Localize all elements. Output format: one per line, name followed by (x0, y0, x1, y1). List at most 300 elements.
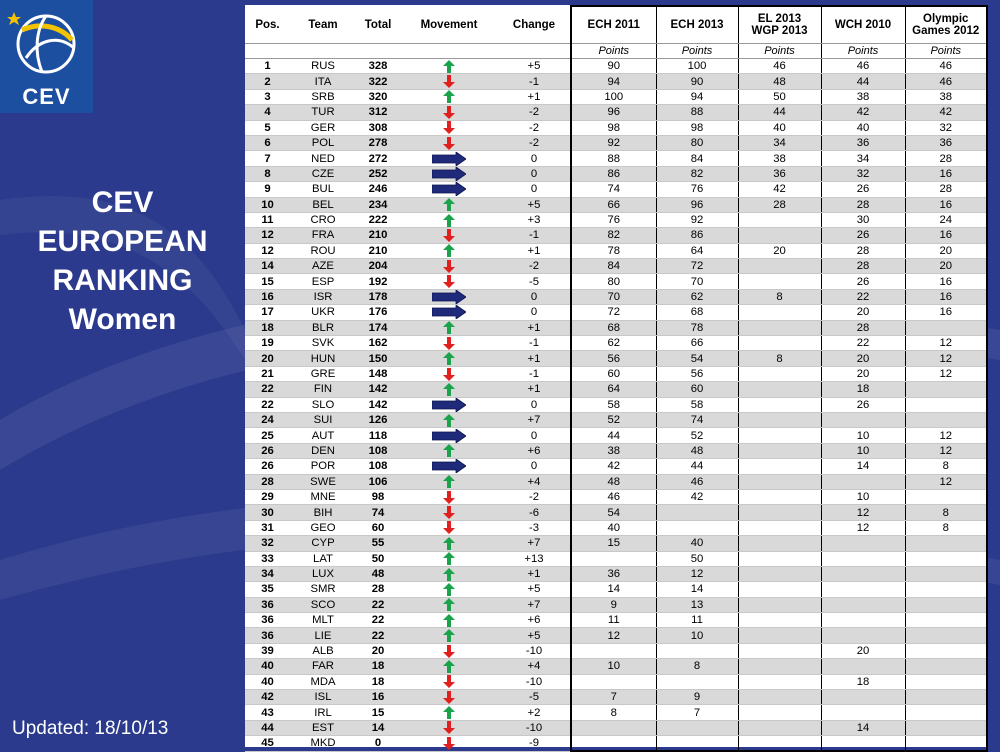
cell-wch-2010: 32 (821, 166, 905, 181)
cell-olympic-2012: 12 (905, 336, 987, 351)
cell-ech-2013: 90 (656, 74, 738, 89)
cell-olympic-2012 (905, 674, 987, 689)
cell-ech-2011: 100 (571, 89, 656, 104)
cell-team: HUN (290, 351, 356, 366)
cell-team: SWE (290, 474, 356, 489)
cell-total: 16 (356, 690, 400, 705)
cell-ech-2011: 68 (571, 320, 656, 335)
cell-el-wgp-2013: 28 (738, 197, 821, 212)
cell-team: POL (290, 135, 356, 150)
arrow-down-icon (400, 674, 498, 689)
cell-ech-2013 (656, 736, 738, 751)
cell-pos: 9 (245, 182, 290, 197)
ranking-table (245, 5, 988, 752)
cell-team: LIE (290, 628, 356, 643)
cell-pos: 36 (245, 597, 290, 612)
cell-ech-2013: 100 (656, 59, 738, 74)
arrow-down-icon (400, 720, 498, 735)
cell-olympic-2012: 12 (905, 443, 987, 458)
cell-wch-2010: 26 (821, 397, 905, 412)
arrow-right-icon (400, 305, 498, 320)
cell-wch-2010: 28 (821, 259, 905, 274)
cell-total: 142 (356, 397, 400, 412)
header-change: Change (498, 6, 571, 44)
cell-change: -2 (498, 135, 571, 150)
cell-pos: 14 (245, 259, 290, 274)
cell-olympic-2012: 16 (905, 228, 987, 243)
cell-pos: 11 (245, 212, 290, 227)
cell-olympic-2012 (905, 720, 987, 735)
cell-pos: 35 (245, 582, 290, 597)
arrow-right-icon (400, 459, 498, 474)
cell-olympic-2012: 16 (905, 289, 987, 304)
cell-total: 204 (356, 259, 400, 274)
cell-change: +7 (498, 597, 571, 612)
cell-pos: 22 (245, 397, 290, 412)
cell-team: MLT (290, 613, 356, 628)
table-row (245, 582, 987, 597)
cell-wch-2010: 46 (821, 59, 905, 74)
cell-pos: 16 (245, 289, 290, 304)
cell-pos: 26 (245, 459, 290, 474)
cell-change: -9 (498, 736, 571, 751)
arrow-down-icon (400, 643, 498, 658)
title-line-4: Women (68, 303, 177, 336)
ranking-table-body (245, 59, 987, 752)
cell-olympic-2012 (905, 705, 987, 720)
cell-pos: 1 (245, 59, 290, 74)
cell-ech-2013: 14 (656, 582, 738, 597)
cell-wch-2010: 22 (821, 336, 905, 351)
cell-ech-2011: 10 (571, 659, 656, 674)
cell-wch-2010: 28 (821, 320, 905, 335)
cell-team: AZE (290, 259, 356, 274)
cell-change: -2 (498, 120, 571, 135)
cell-el-wgp-2013 (738, 582, 821, 597)
cell-team: BIH (290, 505, 356, 520)
header-movement: Movement (400, 6, 498, 44)
header-ech-2013: ECH 2013 (656, 6, 738, 44)
cell-pos: 19 (245, 336, 290, 351)
cell-total: 14 (356, 720, 400, 735)
cell-pos: 44 (245, 720, 290, 735)
arrow-down-icon (400, 520, 498, 535)
cell-ech-2011: 86 (571, 166, 656, 181)
cell-pos: 34 (245, 566, 290, 581)
cell-el-wgp-2013 (738, 459, 821, 474)
cell-ech-2011: 78 (571, 243, 656, 258)
cell-olympic-2012 (905, 643, 987, 658)
cell-ech-2011 (571, 643, 656, 658)
table-row (245, 659, 987, 674)
table-row (245, 366, 987, 381)
cell-change: +4 (498, 474, 571, 489)
cell-ech-2011: 15 (571, 536, 656, 551)
cell-change: -1 (498, 366, 571, 381)
cell-team: ESP (290, 274, 356, 289)
cell-olympic-2012: 8 (905, 459, 987, 474)
cell-el-wgp-2013: 20 (738, 243, 821, 258)
cell-wch-2010: 26 (821, 274, 905, 289)
cell-pos: 43 (245, 705, 290, 720)
table-row (245, 520, 987, 535)
cell-ech-2013 (656, 674, 738, 689)
table-row (245, 197, 987, 212)
cell-total: 176 (356, 305, 400, 320)
cell-ech-2011 (571, 674, 656, 689)
page-title (0, 183, 245, 339)
cell-el-wgp-2013 (738, 520, 821, 535)
cell-total: 20 (356, 643, 400, 658)
cell-wch-2010: 10 (821, 428, 905, 443)
cell-ech-2013: 52 (656, 428, 738, 443)
cell-change: 0 (498, 151, 571, 166)
arrow-up-icon (400, 474, 498, 489)
cell-change: +7 (498, 536, 571, 551)
cell-el-wgp-2013 (738, 736, 821, 751)
cell-team: ITA (290, 74, 356, 89)
cell-ech-2011: 64 (571, 382, 656, 397)
cell-wch-2010 (821, 536, 905, 551)
cell-change: +3 (498, 212, 571, 227)
table-row (245, 135, 987, 150)
cell-wch-2010: 22 (821, 289, 905, 304)
cell-ech-2013: 9 (656, 690, 738, 705)
cell-pos: 22 (245, 382, 290, 397)
title-line-1: CEV (91, 186, 154, 219)
cell-olympic-2012: 16 (905, 305, 987, 320)
cell-ech-2011: 60 (571, 366, 656, 381)
cell-total: 22 (356, 613, 400, 628)
cell-el-wgp-2013 (738, 412, 821, 427)
cell-change: +4 (498, 659, 571, 674)
cell-change: +1 (498, 382, 571, 397)
cell-el-wgp-2013: 38 (738, 151, 821, 166)
cell-wch-2010 (821, 474, 905, 489)
cell-olympic-2012: 46 (905, 74, 987, 89)
cell-pos: 25 (245, 428, 290, 443)
cell-pos: 31 (245, 520, 290, 535)
arrow-down-icon (400, 135, 498, 150)
cell-wch-2010 (821, 613, 905, 628)
cell-team: LAT (290, 551, 356, 566)
cell-ech-2013: 98 (656, 120, 738, 135)
cell-el-wgp-2013 (738, 551, 821, 566)
table-row (245, 628, 987, 643)
cell-ech-2011: 48 (571, 474, 656, 489)
arrow-down-icon (400, 690, 498, 705)
cell-ech-2011: 11 (571, 613, 656, 628)
header-el-2013: EL 2013 (757, 13, 802, 25)
title-line-2: EUROPEAN (37, 225, 208, 258)
table-row (245, 720, 987, 735)
cell-ech-2011 (571, 736, 656, 751)
cell-el-wgp-2013 (738, 228, 821, 243)
cell-olympic-2012 (905, 690, 987, 705)
table-row (245, 89, 987, 104)
table-row (245, 243, 987, 258)
cell-ech-2011: 76 (571, 212, 656, 227)
table-row (245, 412, 987, 427)
cell-change: +6 (498, 613, 571, 628)
cell-el-wgp-2013 (738, 489, 821, 504)
cell-pos: 8 (245, 166, 290, 181)
cell-team: AUT (290, 428, 356, 443)
table-row (245, 474, 987, 489)
cell-ech-2013: 48 (656, 443, 738, 458)
cell-el-wgp-2013 (738, 305, 821, 320)
cell-change: -10 (498, 643, 571, 658)
cell-pos: 5 (245, 120, 290, 135)
cell-olympic-2012: 12 (905, 351, 987, 366)
table-row (245, 551, 987, 566)
table-row (245, 74, 987, 89)
table-row (245, 597, 987, 612)
cell-total: 210 (356, 228, 400, 243)
cell-olympic-2012 (905, 412, 987, 427)
cell-change: +13 (498, 551, 571, 566)
cell-total: 22 (356, 628, 400, 643)
cell-el-wgp-2013: 36 (738, 166, 821, 181)
cell-change: -2 (498, 259, 571, 274)
cell-team: CRO (290, 212, 356, 227)
cell-ech-2013: 13 (656, 597, 738, 612)
cell-olympic-2012 (905, 597, 987, 612)
cell-change: 0 (498, 166, 571, 181)
cell-team: BUL (290, 182, 356, 197)
cell-team: DEN (290, 443, 356, 458)
cell-change: +5 (498, 628, 571, 643)
cell-ech-2011: 56 (571, 351, 656, 366)
cell-change: -10 (498, 720, 571, 735)
cell-olympic-2012 (905, 397, 987, 412)
cell-team: CYP (290, 536, 356, 551)
cell-change: 0 (498, 459, 571, 474)
cell-ech-2013: 46 (656, 474, 738, 489)
cell-pos: 17 (245, 305, 290, 320)
arrow-down-icon (400, 105, 498, 120)
cell-olympic-2012 (905, 613, 987, 628)
cell-ech-2011: 54 (571, 505, 656, 520)
title-line-3: RANKING (52, 264, 193, 297)
cell-change: 0 (498, 397, 571, 412)
cell-total: 222 (356, 212, 400, 227)
cell-team: FRA (290, 228, 356, 243)
cell-ech-2013: 92 (656, 212, 738, 227)
table-row (245, 505, 987, 520)
cell-total: 210 (356, 243, 400, 258)
table-row (245, 274, 987, 289)
cell-total: 320 (356, 89, 400, 104)
cell-ech-2013: 70 (656, 274, 738, 289)
arrow-right-icon (400, 397, 498, 412)
cell-ech-2013: 96 (656, 197, 738, 212)
cell-el-wgp-2013 (738, 628, 821, 643)
ranking-table-container (245, 5, 987, 750)
cell-ech-2011: 42 (571, 459, 656, 474)
cell-ech-2011 (571, 551, 656, 566)
logo-text: CEV (22, 84, 71, 109)
cell-wch-2010: 20 (821, 643, 905, 658)
cell-ech-2013: 62 (656, 289, 738, 304)
cell-olympic-2012: 20 (905, 243, 987, 258)
cell-olympic-2012 (905, 628, 987, 643)
volleyball-logo-icon (0, 0, 93, 84)
cell-change: +1 (498, 351, 571, 366)
table-row (245, 228, 987, 243)
header-wch-2010: WCH 2010 (821, 6, 905, 44)
cell-el-wgp-2013 (738, 613, 821, 628)
cell-el-wgp-2013 (738, 443, 821, 458)
header-row (245, 6, 987, 44)
cell-ech-2013: 82 (656, 166, 738, 181)
table-row (245, 690, 987, 705)
cell-ech-2013: 64 (656, 243, 738, 258)
cell-wch-2010: 34 (821, 151, 905, 166)
cell-wch-2010 (821, 659, 905, 674)
cell-olympic-2012: 38 (905, 89, 987, 104)
arrow-down-icon (400, 274, 498, 289)
cell-change: +5 (498, 197, 571, 212)
arrow-up-icon (400, 382, 498, 397)
cell-ech-2011 (571, 720, 656, 735)
header-olympic-2012 (905, 6, 987, 44)
cell-ech-2013: 42 (656, 489, 738, 504)
cell-wch-2010: 26 (821, 182, 905, 197)
cell-ech-2011: 58 (571, 397, 656, 412)
cev-logo (0, 0, 93, 113)
arrow-up-icon (400, 597, 498, 612)
cell-el-wgp-2013 (738, 382, 821, 397)
cell-el-wgp-2013 (738, 597, 821, 612)
arrow-up-icon (400, 613, 498, 628)
cell-wch-2010: 28 (821, 197, 905, 212)
cell-olympic-2012: 12 (905, 474, 987, 489)
cell-el-wgp-2013 (738, 659, 821, 674)
cell-total: 74 (356, 505, 400, 520)
cell-change: +1 (498, 320, 571, 335)
arrow-right-icon (400, 428, 498, 443)
cell-team: ROU (290, 243, 356, 258)
cell-change: +5 (498, 582, 571, 597)
table-row (245, 305, 987, 320)
cell-el-wgp-2013 (738, 536, 821, 551)
arrow-up-icon (400, 351, 498, 366)
arrow-up-icon (400, 659, 498, 674)
cell-wch-2010 (821, 597, 905, 612)
arrow-up-icon (400, 212, 498, 227)
table-row (245, 489, 987, 504)
header-ech-2011: ECH 2011 (571, 6, 656, 44)
cell-total: 178 (356, 289, 400, 304)
cell-ech-2011: 94 (571, 74, 656, 89)
cell-olympic-2012: 12 (905, 366, 987, 381)
header-pos: Pos. (245, 6, 290, 44)
arrow-right-icon (400, 151, 498, 166)
cell-pos: 36 (245, 628, 290, 643)
arrow-up-icon (400, 566, 498, 581)
arrow-right-icon (400, 166, 498, 181)
cell-pos: 3 (245, 89, 290, 104)
subheader-points: Points (571, 44, 656, 59)
arrow-up-icon (400, 412, 498, 427)
cell-wch-2010: 26 (821, 228, 905, 243)
cell-ech-2011: 52 (571, 412, 656, 427)
cell-ech-2011: 92 (571, 135, 656, 150)
arrow-up-icon (400, 243, 498, 258)
cell-change: -1 (498, 74, 571, 89)
table-row (245, 105, 987, 120)
cell-total: 252 (356, 166, 400, 181)
cell-wch-2010: 28 (821, 243, 905, 258)
arrow-up-icon (400, 197, 498, 212)
cell-ech-2013 (656, 720, 738, 735)
cell-team: LUX (290, 566, 356, 581)
table-row (245, 459, 987, 474)
cell-ech-2013: 84 (656, 151, 738, 166)
updated-date: Updated: 18/10/13 (12, 718, 169, 739)
cell-olympic-2012: 46 (905, 59, 987, 74)
cell-ech-2011: 8 (571, 705, 656, 720)
cell-pos: 45 (245, 736, 290, 751)
cell-team: UKR (290, 305, 356, 320)
cell-pos: 18 (245, 320, 290, 335)
cell-pos: 4 (245, 105, 290, 120)
arrow-down-icon (400, 120, 498, 135)
cell-wch-2010 (821, 690, 905, 705)
table-row (245, 259, 987, 274)
table-row (245, 382, 987, 397)
table-row (245, 120, 987, 135)
arrow-down-icon (400, 505, 498, 520)
cell-change: -1 (498, 336, 571, 351)
cell-wch-2010 (821, 551, 905, 566)
cell-change: -3 (498, 520, 571, 535)
cell-olympic-2012 (905, 566, 987, 581)
cell-total: 118 (356, 428, 400, 443)
cell-wch-2010: 42 (821, 105, 905, 120)
cell-pos: 12 (245, 243, 290, 258)
cell-total: 192 (356, 274, 400, 289)
cell-total: 28 (356, 582, 400, 597)
cell-team: GEO (290, 520, 356, 535)
cell-total: 174 (356, 320, 400, 335)
cell-change: +6 (498, 443, 571, 458)
cell-wch-2010: 14 (821, 720, 905, 735)
cell-total: 18 (356, 674, 400, 689)
cell-team: BLR (290, 320, 356, 335)
arrow-right-icon (400, 289, 498, 304)
cell-pos: 40 (245, 659, 290, 674)
cell-ech-2013: 50 (656, 551, 738, 566)
cell-total: 272 (356, 151, 400, 166)
cell-change: -6 (498, 505, 571, 520)
cell-wch-2010 (821, 412, 905, 427)
cell-total: 18 (356, 659, 400, 674)
cell-ech-2011: 46 (571, 489, 656, 504)
cell-pos: 29 (245, 489, 290, 504)
cell-ech-2013 (656, 520, 738, 535)
cell-change: -2 (498, 105, 571, 120)
cell-change: -1 (498, 228, 571, 243)
cell-pos: 39 (245, 643, 290, 658)
cell-pos: 40 (245, 674, 290, 689)
cell-ech-2013: 10 (656, 628, 738, 643)
cell-olympic-2012 (905, 582, 987, 597)
cell-ech-2011: 70 (571, 289, 656, 304)
cell-ech-2013: 74 (656, 412, 738, 427)
cell-team: RUS (290, 59, 356, 74)
